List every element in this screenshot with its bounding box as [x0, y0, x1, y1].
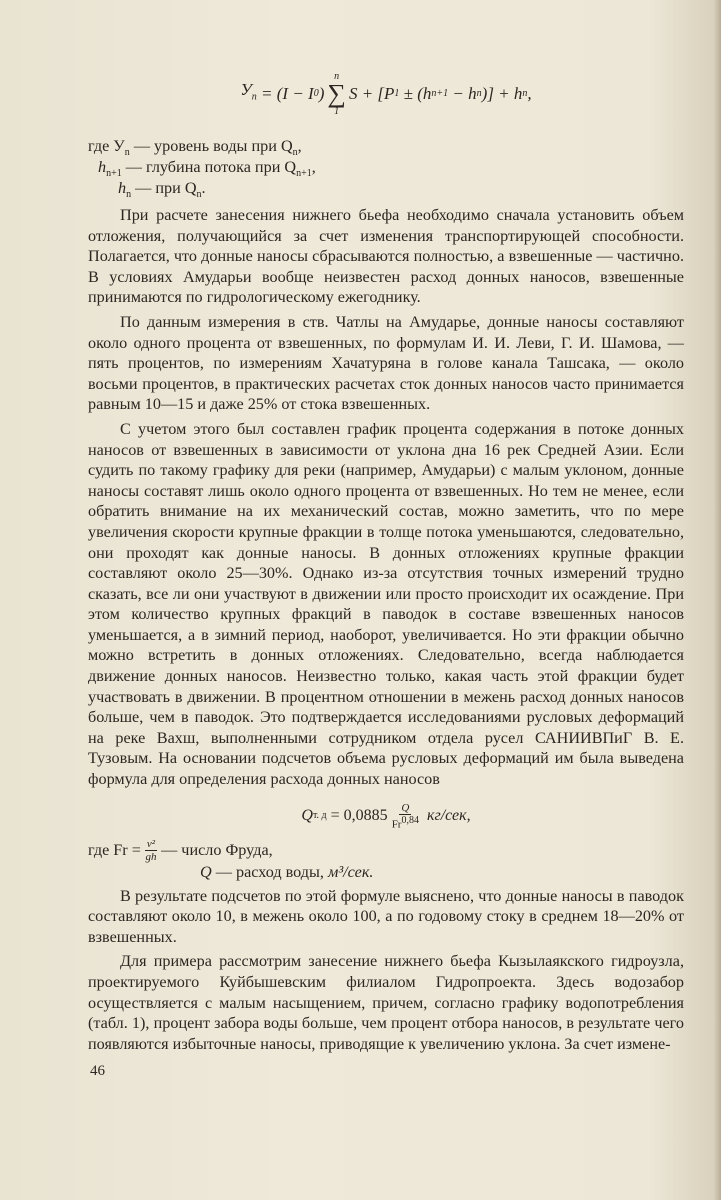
formula-term-e: − h	[452, 83, 477, 103]
definition-water-level: где $У_n$ — уровень воды при $Q_n$,	[88, 137, 302, 159]
formula-definitions	[88, 136, 684, 199]
formula-lhs: $У_n$	[240, 80, 257, 103]
summation-sign: n ∑ 1	[327, 71, 346, 117]
paragraph-2: По данным измерения в ств. Чатлы на Амударье, донные наносы составляют около одного процента от взвешенных, по формулам И. И. Леви, Г. И. Шамова, — пять процентов, по измерениям Хачатуряна в голове канала Ташсака, — около восьми процентов, в практических расчетах сток донных наносов часто принимается равным 10—15 и даже 25% от стока взвешенных.	[88, 312, 684, 414]
definition-discharge: Q — расход воды, м³/сек.	[200, 863, 374, 882]
definition-depth-at-qn: $h_n$ — при $Q_n$.	[118, 179, 206, 201]
paragraph-1: При расчете занесения нижнего бьефа необходимо сначала установить объем отложения, получающийся за счет изменения транспортирующей способности. Полагается, что донные наносы сбрасываются полностью, а взвешенные — частично. В условиях Амударьи вообще неизвестен расход донных наносов, взвешенные принимаются по гидрологическому ежегоднику.	[88, 206, 684, 307]
formula-term-a: = (I − I	[261, 83, 314, 103]
paragraph-3: С учетом этого был составлен график процента содержания в потоке донных наносов от взвешенных в зависимости от уклона дна 16 рек Средней Азии. Если судить по такому графику для реки (например, Амударьи) с малым уклоном, донные наносы составят лишь около одного процента от взвешенных. Но тем не менее, если обратить внимание на их механический состав, можно заметить, что по мере увеличения скорости крупные фракции в толще потока уменьшаются, следовательно, они проходят как донные наносы. В донных отложениях крупные фракции составляют около 25—30%. Однако из-за отсутствия точных измерений трудно сказать, все ли они участвуют в движении или просто происходит их осаждение. При этом количество крупных фракций в паводок в составе взвешенных наносов уменьшается, а в зимний период, наоборот, увеличивается. Но эти фракции обычно можно встретить в донных отложениях. Следовательно, всегда наблюдается движение донных наносов. Неизвестно только, какая часть этой фракции будет участвовать в движении. В процентном отношении в межень расход донных наносов больше, чем в паводок. Это подтверждается исследованиями русловых деформаций на реке Вахш, выполненными сотрудником отдела русел САНИИВПиГ В. Е. Тузовым. На основании подсчетов объема русловых деформаций им была выведена формула для определения расхода донных наносов	[88, 419, 684, 789]
page-number: 46	[90, 1063, 105, 1079]
text-column	[88, 60, 684, 1054]
formula-term-d: ± (h	[403, 83, 432, 103]
definition-froude: где Fr = $\frac{\text{v²}}{gh}$ — число Фруда,	[88, 838, 273, 864]
formula-units: кг/сек,	[426, 807, 471, 825]
bed-load-definitions	[88, 840, 684, 884]
formula-term-f: )] + h	[481, 83, 523, 103]
paragraph-4: В результате подсчетов по этой формуле выяснено, что донные наносы в паводок составляют около 10, в межень около 100, а по годовому стоку в среднем 18—20% от взвешенных.	[88, 886, 684, 946]
paragraph-5: Для примера рассмотрим занесение нижнего бьефа Кызылаякского гидроузла, проектируемого Куйбышевским филиалом Гидропроекта. Здесь водозабор осуществляется с малым насыщением, причем, согласно графику водопотребления (табл. 1), процент забора воды больше, чем процент отбора наносов, в результате чего появляются избыточные наносы, приводящие к увеличению уклона. За счет измене-	[88, 952, 684, 1053]
definition-flow-depth: $h_{n+1}$ — глубина потока при $Q_{n+1}$,	[98, 158, 316, 180]
water-level-formula: $У_n$ = (I − I 0 ) n ∑ 1 S + [P 1 ± (h n+1 − h n )] + h n ,	[240, 71, 532, 117]
formula-term-b: )	[318, 83, 325, 103]
formula-fraction: $\frac{Q}{Fr^{0,84}}$	[391, 802, 419, 831]
bed-load-formula: Q т. д = 0,0885 $\frac{Q}{Fr^{0,84}}$ кг/сек,	[301, 802, 471, 831]
formula-term-c: S + [P	[348, 83, 395, 103]
